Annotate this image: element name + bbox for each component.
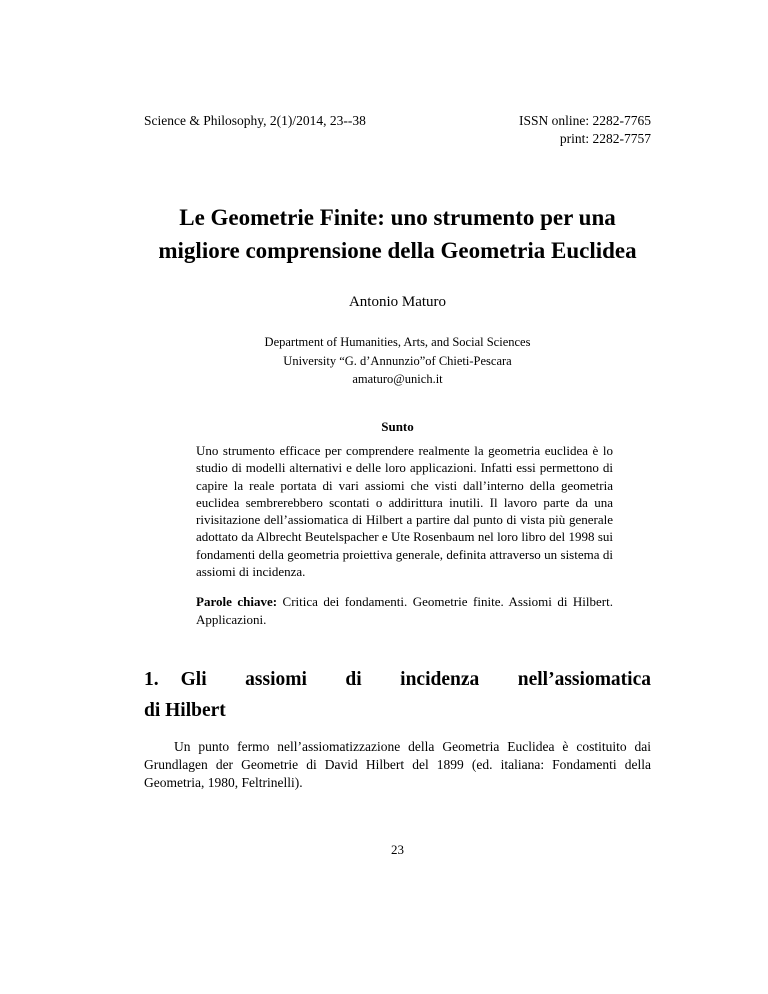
abstract-heading: Sunto — [381, 419, 414, 435]
body-paragraph: Un punto fermo nell’assiomatizzazione della Geometria Euclidea è costituito dai Grundlagen der Geometrie di David Hilbert del 1899 (ed. italiana: Fondamenti della Geometria, 1980, Feltrinelli). — [144, 739, 651, 791]
page-number: 23 — [391, 842, 404, 858]
section-heading-line2: di Hilbert — [144, 700, 226, 722]
journal-header — [144, 112, 651, 147]
keywords-line — [196, 593, 613, 628]
affiliation-block — [144, 333, 651, 389]
issn-print: print: 2282-7757 — [559, 130, 651, 146]
author-email: amaturo@unich.it — [352, 372, 443, 387]
paper-title: Le Geometrie Finite: uno strumento per una migliore comprensione della Geometria Euclidea — [158, 205, 637, 264]
section-heading-text: Gli assiomi di incidenza nell’assiomatica — [180, 668, 651, 690]
issn-block — [519, 112, 651, 147]
keywords-text: Critica dei fondamenti. Geometrie finite. Assiomi di Hilbert. Applicazioni. — [196, 594, 613, 627]
keywords-label: Parole chiave: — [196, 594, 278, 610]
journal-citation: Science & Philosophy, 2(1)/2014, 23--38 — [144, 113, 366, 128]
section-number: 1. — [144, 668, 159, 690]
affiliation-department: Department of Humanities, Arts, and Social Sciences — [264, 334, 531, 349]
affiliation-university: University “G. d’Annunzio”of Chieti-Pescara — [283, 353, 512, 368]
section-heading — [144, 664, 651, 726]
issn-online: ISSN online: 2282-7765 — [518, 113, 651, 128]
author-name: Antonio Maturo — [348, 293, 447, 310]
section-heading-line1 — [144, 664, 651, 695]
abstract-text: Uno strumento efficace per comprendere realmente la geometria euclidea è lo studio di modelli alternativi e delle loro applicazioni. Infatti essi permettono di capire la reale portata di vari assiomi che visti dall’interno della geometria euclidea sembrerebbero scontati o addirittura inutili. Il lavoro parte da una rivisitazione dell’assiomatica di Hilbert a partire dal punto di vista più generale adottato da Albrecht Beutelspacher e Ute Rosenbaum nel loro libro del 1998 sui fondamenti della geometria proiettiva generale, definita attraverso un sistema di assiomi di incidenza. — [196, 443, 613, 579]
